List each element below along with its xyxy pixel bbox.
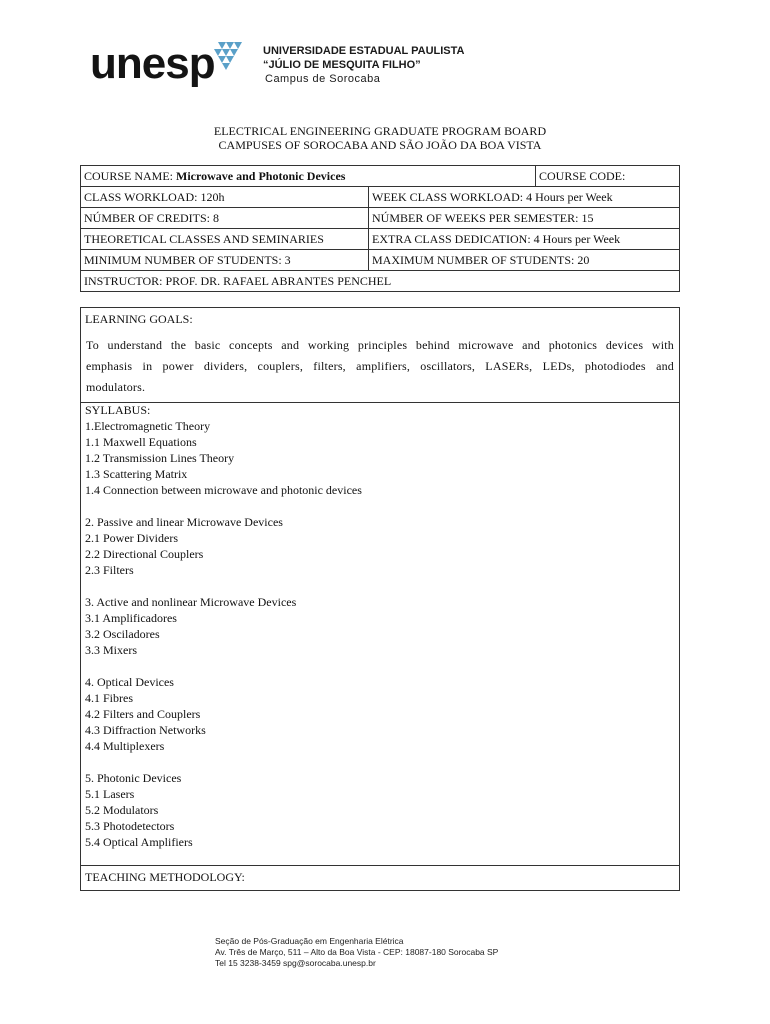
extra-dedication-cell: EXTRA CLASS DEDICATION: 4 Hours per Week (369, 229, 680, 250)
syllabus-item: 3.1 Amplificadores (85, 611, 177, 625)
syllabus-item: 2.2 Directional Couplers (85, 547, 204, 561)
unesp-logo-icon (212, 40, 246, 74)
course-name-value: Microwave and Photonic Devices (176, 168, 346, 183)
learning-goals-title: LEARNING GOALS: (85, 312, 193, 326)
syllabus-section (85, 594, 675, 658)
syllabus-section (85, 418, 675, 498)
footer-line-3: Tel 15 3238-3459 spg@sorocaba.unesp.br (215, 958, 376, 968)
syllabus-section (85, 770, 675, 850)
board-line-2: CAMPUSES OF SOROCABA AND SÃO JOÃO DA BOA VISTA (218, 138, 542, 152)
min-students-cell: MINIMUM NUMBER OF STUDENTS: 3 (81, 250, 369, 271)
syllabus-item: 5.1 Lasers (85, 787, 135, 801)
footer-line-1: Seção de Pós-Graduação em Engenharia Elétrica (215, 936, 404, 946)
table-row (81, 250, 680, 271)
syllabus-item: 1.4 Connection between microwave and photonic devices (85, 483, 362, 497)
syllabus-section-title: 3. Active and nonlinear Microwave Devices (85, 595, 297, 609)
footer-line-2: Av. Três de Março, 511 – Alto da Boa Vista - CEP: 18087-180 Sorocaba SP (215, 947, 499, 957)
syllabus-item: 3.2 Osciladores (85, 627, 160, 641)
class-workload-cell: CLASS WORKLOAD: 120h (81, 187, 369, 208)
syllabus-section-title: 5. Photonic Devices (85, 771, 182, 785)
syllabus-section-title: 4. Optical Devices (85, 675, 174, 689)
syllabus-spacer (81, 754, 679, 770)
syllabus-box (80, 401, 680, 866)
campus-name: Campus de Sorocaba (265, 73, 381, 85)
syllabus-item: 4.1 Fibres (85, 691, 133, 705)
table-row (81, 166, 680, 187)
syllabus-list (81, 418, 679, 850)
syllabus-item: 4.4 Multiplexers (85, 739, 165, 753)
syllabus-item: 2.3 Filters (85, 563, 134, 577)
week-workload-cell: WEEK CLASS WORKLOAD: 4 Hours per Week (369, 187, 680, 208)
board-line-1: ELECTRICAL ENGINEERING GRADUATE PROGRAM BOARD (213, 124, 547, 138)
instructor-cell: INSTRUCTOR: PROF. DR. RAFAEL ABRANTES PENCHEL (81, 271, 680, 292)
syllabus-item: 5.4 Optical Amplifiers (85, 835, 193, 849)
syllabus-item: 3.3 Mixers (85, 643, 137, 657)
teaching-methodology-title: TEACHING METHODOLOGY: (85, 870, 245, 884)
letterhead (90, 38, 690, 98)
syllabus-item: 5.2 Modulators (85, 803, 159, 817)
syllabus-title: SYLLABUS: (85, 403, 151, 417)
theoretical-cell: THEORETICAL CLASSES AND SEMINARIES (81, 229, 369, 250)
footer-address (215, 936, 615, 969)
course-name-label: COURSE NAME: (84, 168, 177, 183)
syllabus-section (85, 674, 675, 754)
learning-goals-text: To understand the basic concepts and working principles behind microwave and photonics devices with emphasis in power dividers, couplers, filters, amplifiers, oscillators, LASERs, LEDs, photodiodes and modulators. (86, 338, 674, 394)
syllabus-item: 2.1 Power Dividers (85, 531, 178, 545)
syllabus-item: 4.2 Filters and Couplers (85, 707, 201, 721)
syllabus-spacer (81, 658, 679, 674)
table-row (81, 229, 680, 250)
syllabus-item: 4.3 Diffraction Networks (85, 723, 206, 737)
syllabus-section (85, 514, 675, 578)
university-namesake: “JÚLIO DE MESQUITA FILHO” (263, 59, 421, 71)
table-row (81, 271, 680, 292)
unesp-logo-text: unesp (90, 39, 215, 88)
weeks-cell: NÚMBER OF WEEKS PER SEMESTER: 15 (369, 208, 680, 229)
course-name-cell (81, 166, 536, 187)
syllabus-item: 1.2 Transmission Lines Theory (85, 451, 235, 465)
syllabus-spacer (81, 498, 679, 514)
syllabus-section-title: 1.Electromagnetic Theory (85, 419, 211, 433)
syllabus-spacer (81, 578, 679, 594)
learning-goals-box (80, 307, 680, 403)
syllabus-item: 1.3 Scattering Matrix (85, 467, 188, 481)
credits-cell: NÚMBER OF CREDITS: 8 (81, 208, 369, 229)
table-row (81, 208, 680, 229)
university-name: UNIVERSIDADE ESTADUAL PAULISTA (263, 45, 465, 57)
course-code-cell: COURSE CODE: (536, 166, 680, 187)
university-name-block (263, 44, 464, 86)
program-board-heading (80, 124, 680, 152)
table-row (81, 187, 680, 208)
syllabus-item: 5.3 Photodetectors (85, 819, 175, 833)
teaching-methodology-box (80, 865, 680, 891)
syllabus-section-title: 2. Passive and linear Microwave Devices (85, 515, 283, 529)
max-students-cell: MAXIMUM NUMBER OF STUDENTS: 20 (369, 250, 680, 271)
syllabus-item: 1.1 Maxwell Equations (85, 435, 197, 449)
course-info-table (80, 165, 680, 292)
